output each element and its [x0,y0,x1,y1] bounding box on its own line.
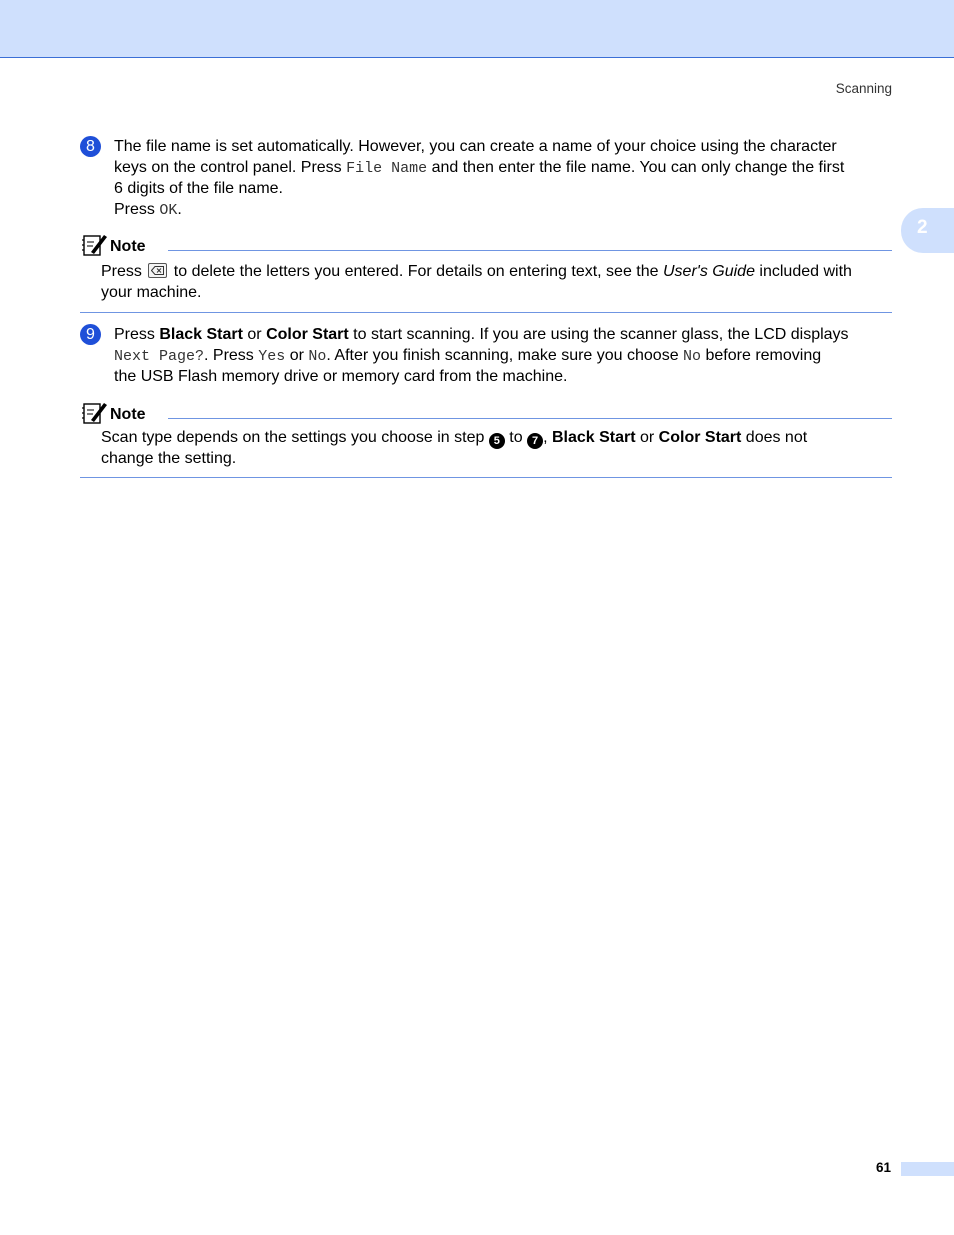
black-start-key: Black Start [159,326,243,343]
step-5-ref: 5 [489,433,505,449]
chapter-number: 2 [917,217,928,238]
step-9-badge: 9 [80,324,101,345]
note-1-line-1: Press to delete the letters you entered. For details on entering text, see the User's Guide included with [101,263,852,280]
step-8-badge: 8 [80,136,101,157]
note-2-rule [168,418,892,419]
lcd-text-file-name: File Name [346,159,428,177]
step-8-line-4: Press OK. [114,200,182,219]
note-2-line-1: Scan type depends on the settings you choose in step 5 to 7 , Black Start or Color Start does not [101,429,808,447]
lcd-text-ok: OK [159,201,178,219]
note-1-rule [168,250,892,251]
note-2-line-2: change the setting. [101,450,237,467]
page-number: 61 [876,1160,892,1175]
step-9-line-2: Next Page?. Press Yes or No. After you finish scanning, make sure you choose No before removing [114,346,822,365]
users-guide-reference: User's Guide [662,263,755,280]
page-number-bar [901,1162,954,1176]
backspace-key-icon [148,263,167,278]
note-1-bottom-rule [80,312,892,313]
lcd-text-no-2: No [683,347,702,365]
color-start-key: Color Start [266,326,349,343]
note-1-body [101,262,893,303]
step-8-line-1: The file name is set automatically. However, you can create a name of your choice using the character [114,138,837,155]
color-start-key: Color Start [658,429,742,446]
step-8-text [114,137,894,221]
step-9-line-3: the USB Flash memory drive or memory card from the machine. [114,368,568,385]
black-start-key: Black Start [551,429,636,446]
note-2-body [101,428,893,470]
note-label: Note [110,406,146,423]
top-header-band [0,0,954,58]
lcd-text-yes: Yes [258,347,286,365]
step-8-line-2: keys on the control panel. Press File Name and then enter the file name. You can only change the first [114,158,845,177]
chapter-tab [901,208,954,253]
note-1-line-2: your machine. [101,283,202,301]
step-9-line-1: Press Black Start or Color Start to start scanning. If you are using the scanner glass, the LCD displays [114,326,849,343]
note-2-bottom-rule [80,477,892,478]
note-pencil-icon [82,400,108,426]
step-7-ref: 7 [527,433,543,449]
note-label: Note [110,238,146,255]
step-8-line-3: 6 digits of the file name. [114,180,283,197]
lcd-text-no: No [308,347,327,365]
lcd-text-next-page: Next Page? [114,347,205,365]
step-9-text [114,325,894,388]
note-pencil-icon [82,232,108,258]
running-header: Scanning [835,81,892,96]
